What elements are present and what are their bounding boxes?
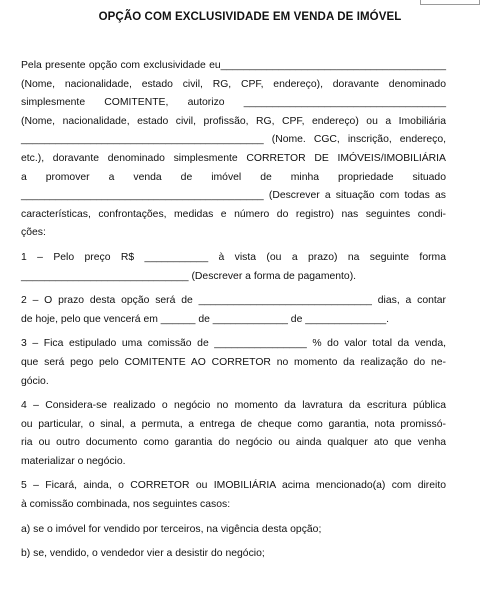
opening-line-3: simplesmente COMITENTE, autorizo ___________________________________ <box>21 97 446 109</box>
clause-3-line-1: 3 – Fica estipulado uma comissão de ________________ % do valor total da venda, <box>21 338 446 350</box>
clause-4-line-3: ria ou outro documento como garantia do negócio ou ainda qualquer ato que venha <box>21 437 446 449</box>
clause-5-line-2: à comissão combinada, nos seguintes casos: <box>21 499 231 511</box>
clause-5-line-1: 5 – Ficará, ainda, o CORRETOR ou IMOBILIÁRIA acima mencionado(a) com direito <box>21 480 446 492</box>
clause-3-line-2: que será pego pelo COMITENTE AO CORRETOR no momento da realização do ne- <box>21 356 446 368</box>
clause-1-line-2: _____________________________ (Descrever a forma de pagamento). <box>21 270 357 282</box>
document-title: OPÇÃO COM EXCLUSIVIDADE EM VENDA DE IMÓVEL <box>98 11 402 23</box>
opening-line-4: (Nome, nacionalidade, estado civil, profissão, RG, CPF, endereço) ou a Imobiliária <box>21 115 446 127</box>
clause-5a: a) se o imóvel for vendido por terceiros, na vigência desta opção; <box>21 523 322 535</box>
opening-line-7: a promover a venda de imóvel de minha propriedade situado <box>21 171 446 183</box>
page-corner-frame <box>420 0 480 5</box>
clause-4-line-4: materializar o negócio. <box>21 455 126 467</box>
opening-line-9: características, confrontações, medidas e número do registro) nas seguintes condi- <box>21 208 446 220</box>
clause-4-line-2: ou particular, o sinal, a permuta, a entrega de cheque como garantia, nota promissó- <box>21 418 446 430</box>
clause-4-line-1: 4 – Considera-se realizado o negócio no momento da lavratura da escritura pública <box>21 400 446 412</box>
clause-2-line-1: 2 – O prazo desta opção será de ______________________________ dias, a contar <box>21 295 446 307</box>
opening-line-1: Pela presente opção com exclusividade eu_______________________________________ <box>21 60 446 71</box>
opening-line-8: __________________________________________ (Descrever a situação com todas as <box>21 190 446 202</box>
clause-5b: b) se, vendido, o vendedor vier a desistir do negócio; <box>21 548 265 560</box>
opening-line-10: ções: <box>21 227 46 239</box>
clause-3-line-3: gócio. <box>21 375 49 387</box>
opening-line-2: (Nome, nacionalidade, estado civil, RG, CPF, endereço), doravante denominado <box>21 78 446 90</box>
clause-2-line-2: de hoje, pelo que vencerá em ______ de _____________ de ______________. <box>21 313 390 325</box>
opening-line-5: __________________________________________ (Nome. CGC, inscrição, endereço, <box>21 134 446 146</box>
clause-1-line-1: 1 – Pelo preço R$ ___________ à vista (ou a prazo) na seguinte forma <box>21 251 446 263</box>
opening-line-6: etc.), doravante denominado simplesmente CORRETOR DE IMÓVEIS/IMOBILIÁRIA <box>21 152 446 164</box>
document-body <box>21 57 446 564</box>
